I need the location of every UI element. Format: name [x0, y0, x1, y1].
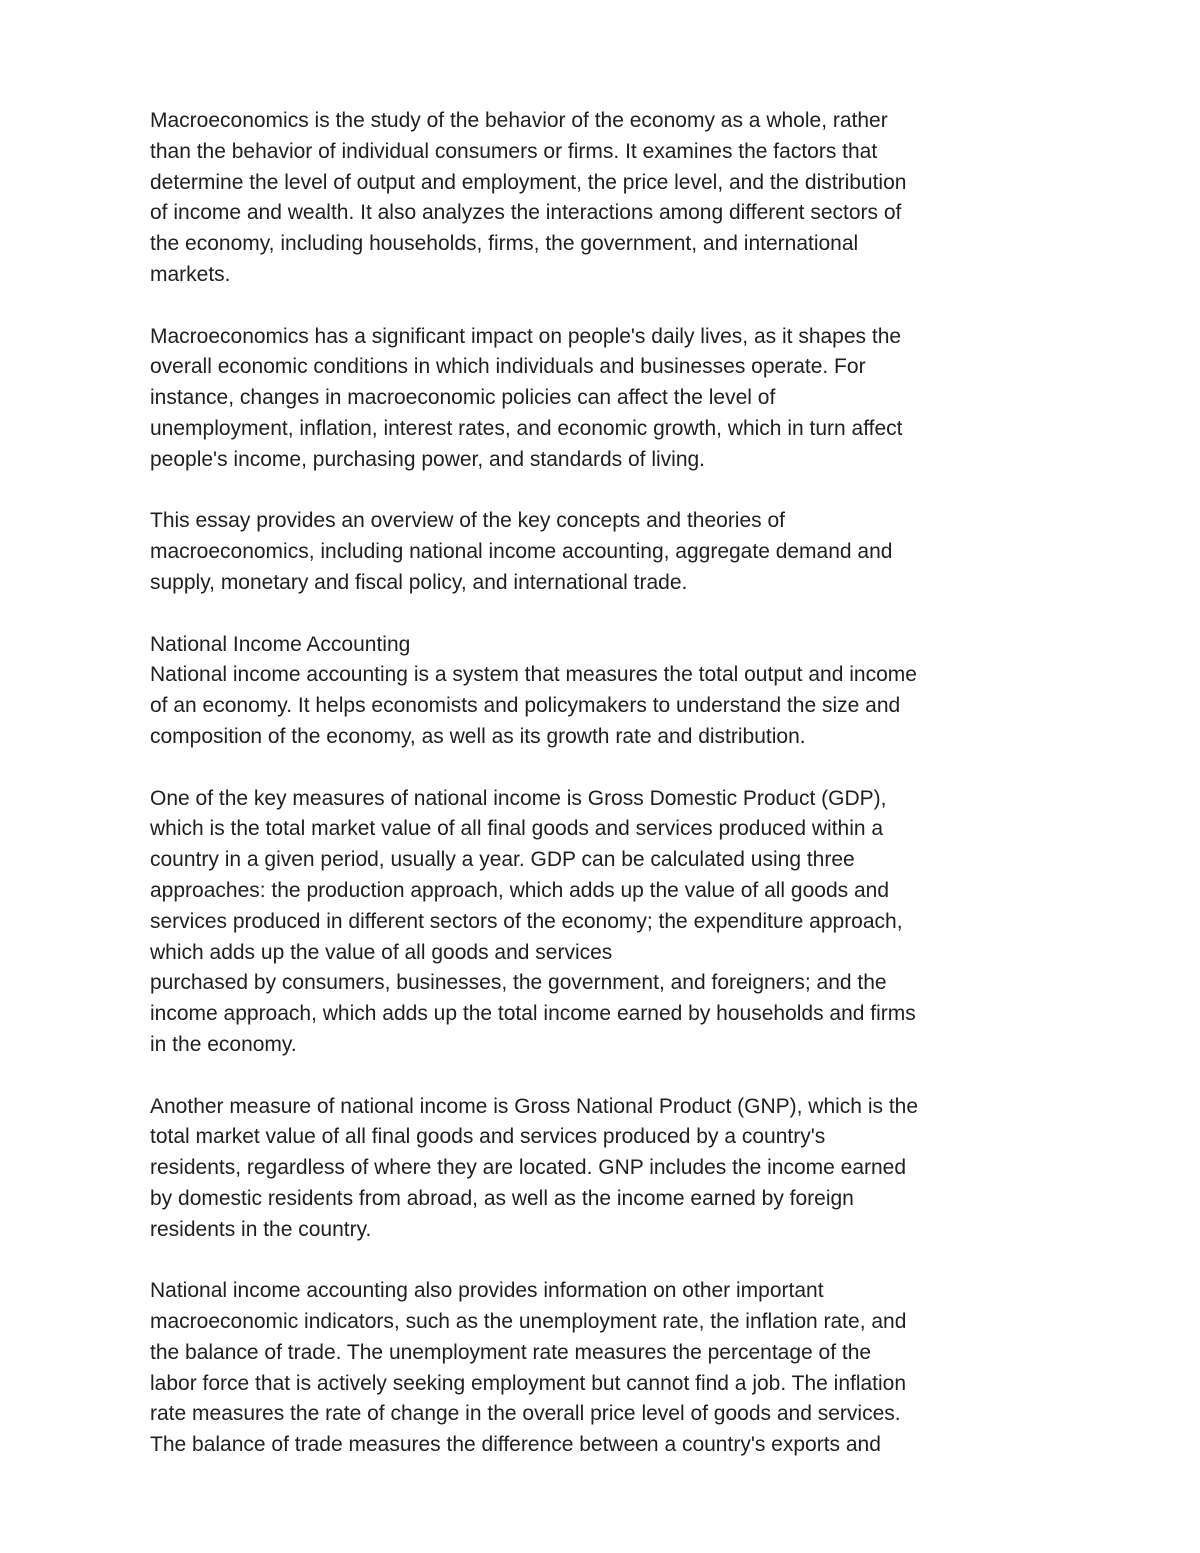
text-line: in the economy. [150, 1032, 297, 1056]
paragraph-spacer [150, 1245, 1060, 1276]
text-line: supply, monetary and fiscal policy, and international trade. [150, 570, 688, 594]
text-line: macroeconomic indicators, such as the unemployment rate, the inflation rate, and [150, 1310, 907, 1334]
text-line: National income accounting also provides information on other important [150, 1279, 824, 1303]
text-line: income approach, which adds up the total income earned by households and firms [150, 1002, 916, 1026]
text-line: total market value of all final goods and services produced by a country's [150, 1125, 826, 1149]
text-line: unemployment, inflation, interest rates, and economic growth, which in turn affect [150, 416, 903, 440]
text-line: country in a given period, usually a year. GDP can be calculated using three [150, 848, 855, 872]
text-line: than the behavior of individual consumers or firms. It examines the factors that [150, 139, 878, 163]
text-line: of income and wealth. It also analyzes the interactions among different sectors of [150, 201, 902, 225]
text-line: The balance of trade measures the difference between a country's exports and [150, 1433, 881, 1457]
text-line: approaches: the production approach, which adds up the value of all goods and [150, 878, 890, 902]
text-line: which adds up the value of all goods and services [150, 940, 613, 964]
text-line: which is the total market value of all final goods and services produced within a [150, 817, 884, 841]
text-line: instance, changes in macroeconomic policies can affect the level of [150, 386, 776, 410]
paragraph-spacer [150, 476, 1060, 507]
text-line: Macroeconomics is the study of the behavior of the economy as a whole, rather [150, 109, 888, 132]
paragraph-spacer [150, 599, 1060, 630]
text-line: of an economy. It helps economists and policymakers to understand the size and [150, 694, 901, 718]
text-line: residents, regardless of where they are located. GNP includes the income earned [150, 1156, 907, 1180]
paragraph-overview [150, 506, 1060, 598]
text-line: overall economic conditions in which individuals and businesses operate. For [150, 355, 866, 379]
text-line: the balance of trade. The unemployment rate measures the percentage of the [150, 1340, 872, 1364]
text-line: This essay provides an overview of the key concepts and theories of [150, 509, 786, 533]
text-line: the economy, including households, firms, the government, and international [150, 232, 859, 256]
paragraph-impact [150, 322, 1060, 476]
text-line: rate measures the rate of change in the overall price level of goods and services. [150, 1402, 901, 1426]
paragraph-spacer [150, 1061, 1060, 1092]
text-line: labor force that is actively seeking employment but cannot find a job. The inflation [150, 1371, 907, 1395]
text-line: residents in the country. [150, 1217, 372, 1241]
paragraph-spacer [150, 291, 1060, 322]
paragraph-spacer [150, 753, 1060, 784]
paragraph-intro [150, 106, 1060, 291]
paragraph-gdp [150, 784, 1060, 1061]
text-line: services produced in different sectors of the economy; the expenditure approach, [150, 909, 903, 933]
text-line: Macroeconomics has a significant impact on people's daily lives, as it shapes the [150, 324, 902, 348]
paragraph-indicators [150, 1276, 1060, 1461]
text-line: markets. [150, 262, 231, 286]
text-line: determine the level of output and employment, the price level, and the distribution [150, 170, 907, 194]
document-body [150, 106, 1060, 1461]
text-line: by domestic residents from abroad, as well as the income earned by foreign [150, 1186, 854, 1210]
section-heading: National Income Accounting [150, 632, 411, 656]
text-line: One of the key measures of national income is Gross Domestic Product (GDP), [150, 786, 887, 810]
text-line: people's income, purchasing power, and standards of living. [150, 447, 706, 471]
section-national-income-accounting [150, 630, 1060, 753]
text-line: purchased by consumers, businesses, the government, and foreigners; and the [150, 971, 887, 995]
text-line: macroeconomics, including national income accounting, aggregate demand and [150, 540, 893, 564]
text-line: composition of the economy, as well as its growth rate and distribution. [150, 724, 806, 748]
paragraph-gnp [150, 1092, 1060, 1246]
text-line: National income accounting is a system that measures the total output and income [150, 663, 917, 687]
text-line: Another measure of national income is Gross National Product (GNP), which is the [150, 1094, 919, 1118]
